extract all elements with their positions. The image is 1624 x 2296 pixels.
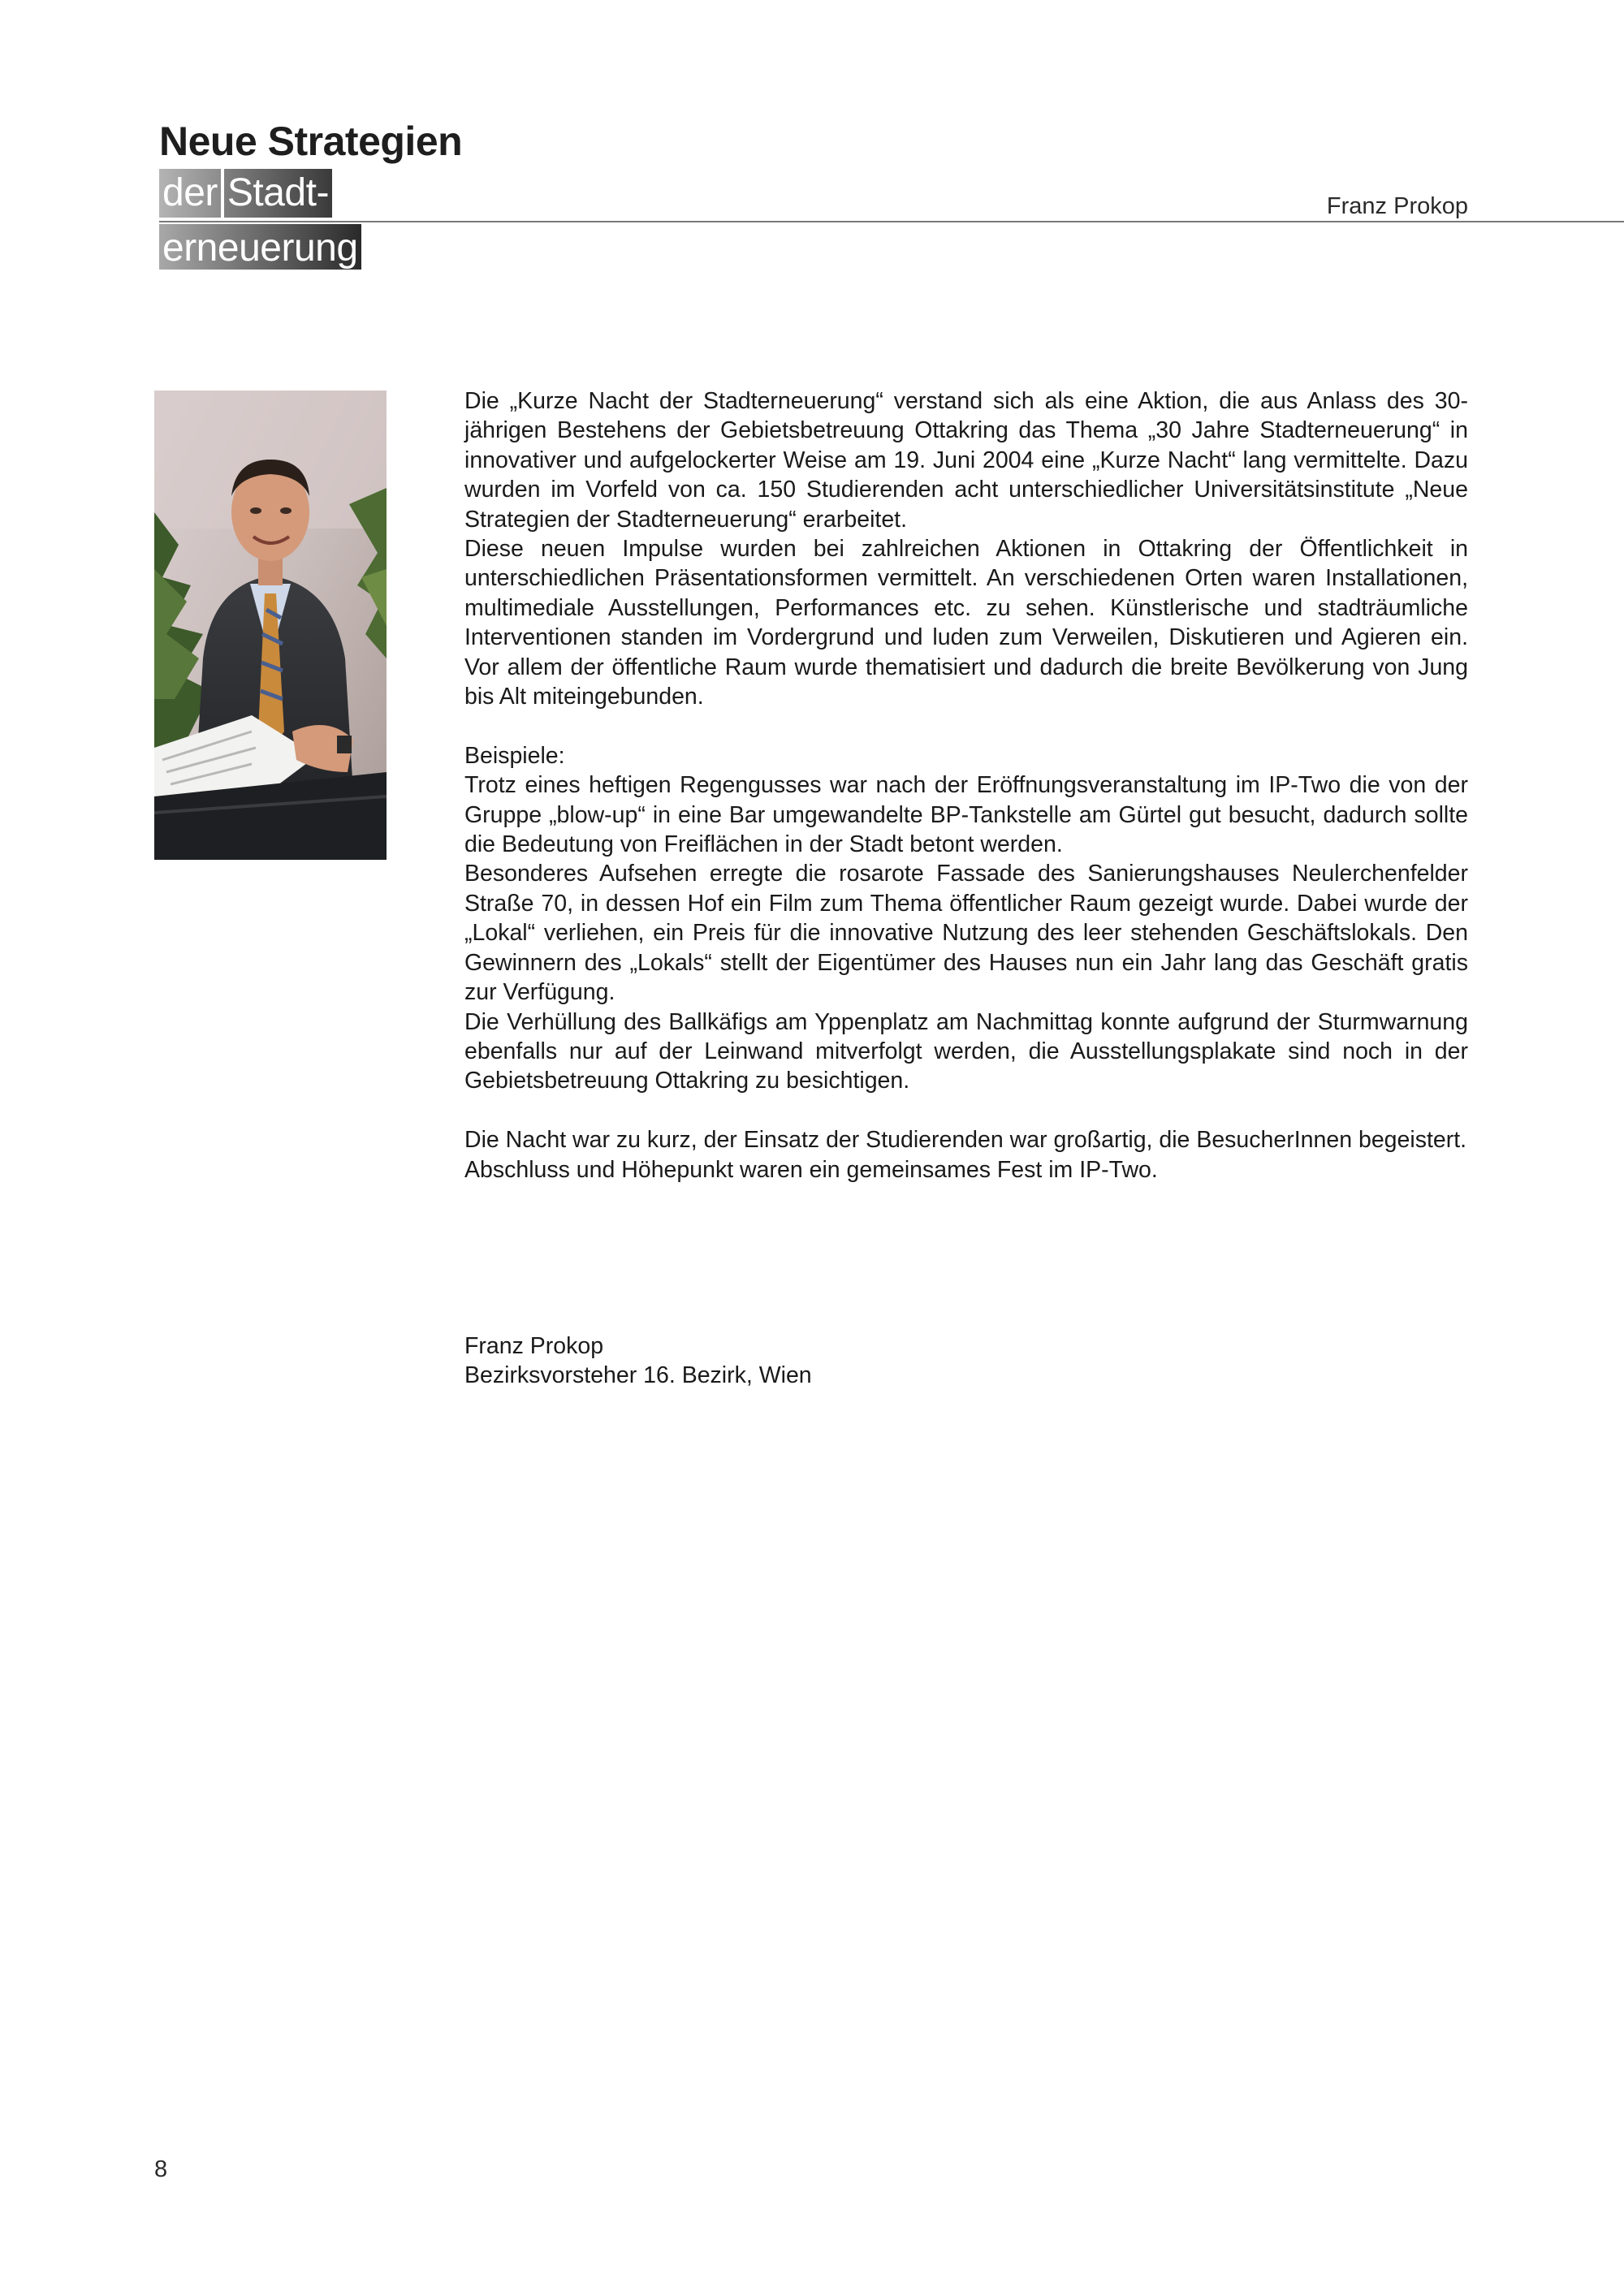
logo-title-line: Neue Strategien — [159, 119, 463, 164]
logo-row-2 — [159, 169, 462, 218]
logo-box-stadt: Stadt- — [224, 169, 332, 218]
signature-title: Bezirksvorsteher 16. Bezirk, Wien — [464, 1362, 812, 1389]
examples-heading: Beispiele: — [464, 742, 565, 769]
author-portrait-photo — [154, 391, 387, 860]
logo-box-der: der — [159, 169, 221, 218]
page-number: 8 — [154, 2156, 168, 2182]
signature-name: Franz Prokop — [464, 1332, 604, 1359]
paragraph-example-fassade: Besonderes Aufsehen erregte die rosarote Fassade des Sanierungshauses Neulerchenfelder Straße 70, in dessen Hof ein Film zum Thema öffentlicher Raum gezeigt wurde. Dabei wurde der „Lokal“ verliehen, ein Preis für die innovative Nutzung des leer stehenden Geschäftslokals. Den Gewinnern des „Lokals“ stellt der Eigentümer des Hauses nun ein Jahr lang das Geschäft gratis zur Verfügung. — [464, 861, 1468, 1006]
paragraph-summary: Die Nacht war zu kurz, der Einsatz der Studierenden war großartig, die BesucherInnen begeistert. — [464, 1127, 1467, 1154]
paragraph-impulses: Diese neuen Impulse wurden bei zahlreichen Aktionen in Ottakring der Öffentlichkeit in unterschiedlichen Präsentationsformen vermittelt. An verschiedenen Orten waren Installationen, multimediale Ausstellungen, Performances etc. zu sehen. Künstlerische und stadträumliche Interventionen standen im Vordergrund und luden zum Verweilen, Diskutieren und Agieren ein. Vor allem der öffentliche Raum wurde thematisiert und dadurch die breite Bevölkerung von Jung bis Alt miteingebunden. — [464, 536, 1468, 710]
article-body — [464, 386, 1468, 1391]
paragraph-intro: Die „Kurze Nacht der Stadterneuerung“ verstand sich als eine Aktion, die aus Anlass des 30-jährigen Bestehens der Gebietsbetreuung Ottakring das Thema „30 Jahre Stadterneuerung“ in innovativer und aufgelockerter Weise am 19. Juni 2004 eine „Kurze Nacht“ lang vermittelte. Dazu wurden im Vorfeld von ca. 150 Studierenden acht unterschiedlicher Universitätsinstitute „Neue Strategien der Stadterneuerung“ erarbeitet. — [464, 388, 1468, 533]
logo-row-3 — [159, 221, 462, 270]
series-logo — [159, 117, 462, 270]
paragraph-example-ballkaefig: Die Verhüllung des Ballkäfigs am Yppenplatz am Nachmittag konnte aufgrund der Sturmwarnung ebenfalls nur auf der Leinwand mitverfolgt werden, die Ausstellungsplakate sind noch in der Gebietsbetreuung Ottakring zu besichtigen. — [464, 1008, 1468, 1094]
header-author: Franz Prokop — [1326, 193, 1468, 219]
header-rule — [159, 221, 1624, 222]
paragraph-closing: Abschluss und Höhepunkt waren ein gemeinsames Fest im IP-Two. — [464, 1156, 1158, 1183]
logo-box-erneuerung: erneuerung — [159, 224, 361, 270]
paragraph-example-tankstelle: Trotz eines heftigen Regengusses war nach der Eröffnungsveranstaltung im IP-Two die von der Gruppe „blow-up“ in eine Bar umgewandelte BP-Tankstelle am Gürtel gut besucht, dadurch sollte die Bedeutung von Freiflächen in der Stadt betont werden. — [464, 772, 1468, 858]
